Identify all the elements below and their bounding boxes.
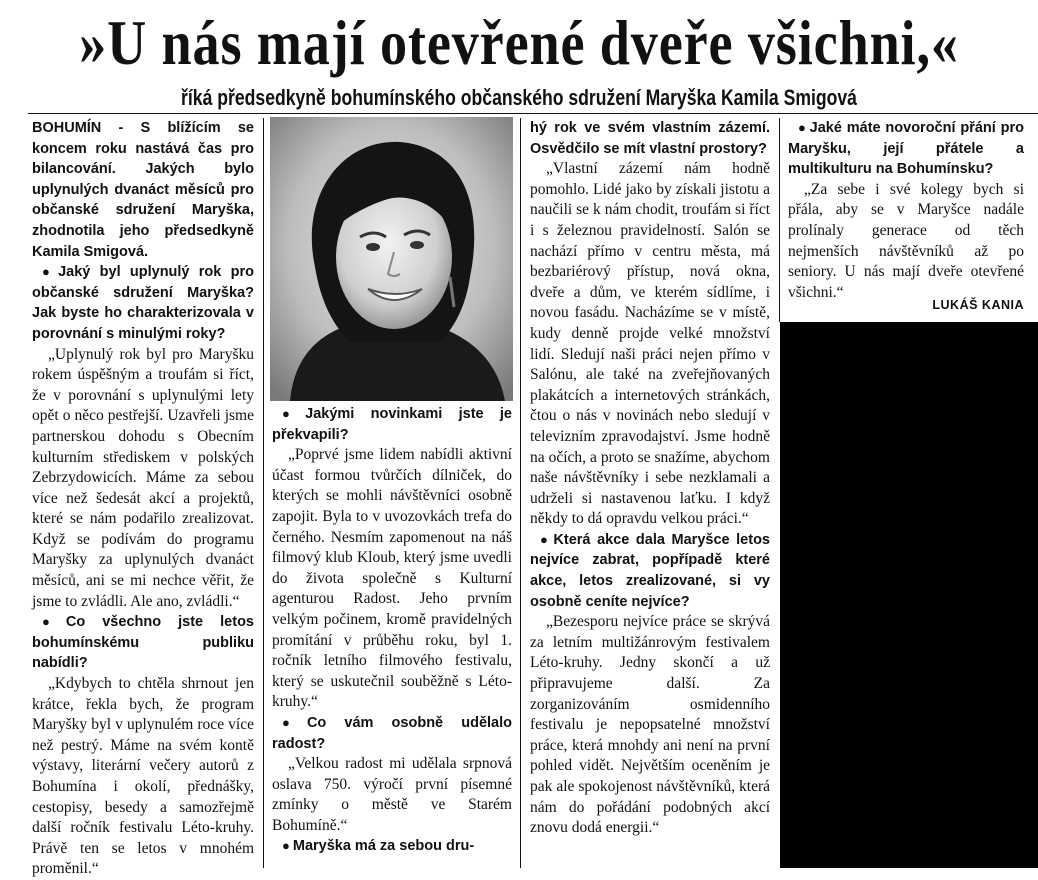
column-divider — [263, 118, 264, 868]
author-byline: LUKÁŠ KANIA — [932, 298, 1024, 312]
subheadline: říká předsedkyně bohumínského občanského sdružení Maryška Kamila Smigová — [181, 85, 857, 110]
interview-answer: „Velkou radost mi udělala srpnová oslava 750. výročí první písemné zmínky o městě ve Starém Bohumíně.“ — [272, 755, 512, 834]
bullet-icon: ● — [282, 406, 303, 421]
black-area — [780, 322, 1038, 868]
interview-question — [272, 404, 512, 445]
interview-answer: „Za sebe i své kolegy bych si přála, aby se v Maryšce nadále prolínaly generace od těch nejmenších návštěvníků až po seniory. U nás mají dveře otevřené všichni.“ — [788, 180, 1024, 301]
interview-answer: „Kdybych to chtěla shrnout jen krátce, řekla bych, že program Maryšky byl v uplynulém roce více než pestrý. Máme na svém kontě výstavy, literární večery autorů z Bohumína i okolí, přednášky, cestopisy, besedy a samozřejmě další ročník festivalu Léto-kruhy. Právě ten se letos v mnohém proměnil.“ — [32, 675, 254, 878]
article-column-3 — [530, 118, 770, 839]
interview-question — [32, 262, 254, 344]
question-text: Co všechno jste letos bohumínskému publiku nabídli? — [32, 614, 254, 672]
bullet-icon: ● — [798, 120, 807, 135]
question-text: Která akce dala Maryšce letos nejvíce zabrat, popřípadě které akce, letos zrealizované, si vy osobně ceníte nejvíce? — [530, 531, 771, 610]
bullet-icon: ● — [282, 838, 290, 854]
question-text: Jaký byl uplynulý rok pro občanské sdružení Maryška? Jak byste ho charakterizovala v porovnání s minulými roky? — [32, 264, 254, 342]
headline: »U nás mají otevřené dveře všichni,« — [79, 8, 959, 78]
bullet-icon: ● — [282, 714, 304, 730]
column-divider — [520, 118, 521, 868]
interview-question — [32, 612, 254, 674]
question-text: Co vám osobně udělalo radost? — [272, 714, 512, 752]
interview-answer: „Vlastní zázemí nám hodně pomohlo. Lidé jako by získali jistotu a naučili se k nám chodit, troufám si říct i s železnou pravidelností. Salón se nachází přímo v centru města, má bezbariérový přístup, nová okna, dveře a dům, ve kterém sídlíme, i novou fasádu. Nacházíme se v místě, kudy denně projde velké množství lidí. Sledují naši práci nejen přímo v Salónu, ale také na zveřejňovaných plakátcích a internetových stránkách, čtou o nás v novinách nebo sledují v televizním zpravodajství. Jsme hodně na očích, a proto se snažíme, abychom naše návštěvníky i sebe nezklamali a udrželi si nastavenou laťku. I když někdy to dá opravdu velkou práci.“ — [530, 160, 770, 528]
interview-question — [272, 713, 512, 754]
interview-question — [272, 836, 512, 857]
interview-question: hý rok ve svém vlastním zázemí. Osvědčilo se mít vlastní prostory? — [530, 120, 770, 157]
interview-question — [530, 530, 770, 612]
interview-question — [788, 118, 1024, 180]
bullet-icon: ● — [540, 531, 551, 547]
bullet-icon: ● — [42, 614, 63, 630]
interview-answer: „Uplynulý rok byl pro Maryšku rokem úspěšným a troufám si říct, že v porovnání s uplynulými lety opět o něco pestřejší. Uzavřeli jsme partnerskou dohodu s Obecním kulturním střediskem v polských Zebrzydowicích. Máme za sebou více než šedesát akcí a projektů, které se nám podařilo zrealizovat. Když se podívám do programu Maryšky za uplynulých dvanáct měsíců, ani se mi nechce věřit, že jsme to zvládli. Ale ano, zvládli.“ — [32, 345, 254, 610]
question-text: Jakými novinkami jste je překvapili? — [272, 406, 512, 443]
article-lead: BOHUMÍN - S blížícím se koncem roku nastává čas pro bilancování. Jakých bylo uplynulých dvanáct měsíců pro občanské sdružení Maryška, zhodnotila jeho předsedkyně Kamila Smigová. — [32, 120, 254, 260]
bullet-icon: ● — [42, 264, 56, 280]
article-column-2 — [272, 404, 512, 857]
question-text: Jaké máte novoroční přání pro Maryšku, její přátele a multikulturu na Bohumínsku? — [788, 120, 1024, 178]
interview-answer: „Bezesporu nejvíce práce se skrývá za letním multižánrovým festivalem Léto-kruhy. Jedny skončí a už připravujeme další. Za zorganizováním osmidenního festivalu je nepopsatelné množství práce, která mnohdy ani není na první pohled vidět. Největším oceněním je pak ale spokojenost návštěvníků, která nám do pořádání podobných akcí znovu dodá energii.“ — [530, 613, 770, 837]
question-text: Maryška má za sebou dru- — [292, 838, 475, 855]
column-divider — [779, 118, 780, 322]
interview-answer: „Poprvé jsme lidem nabídli aktivní účast formou tvůrčích dílniček, do kterých se mohli návštěvníci osobně zapojit. Byla to v uvozovkách trefa do černého. Nesmím zapomenout na náš filmový klub Kloub, který jsme uvedli do života společně s Kulturní agenturou Radost. Jeho prvním velkým počinem, kromě pravidelných promítání v průběhu roku, byl 1. ročník letního filmového festivalu, který se uskutečnil souběžně s Léto-kruhy.“ — [272, 446, 512, 711]
article-column-4 — [788, 118, 1024, 303]
divider-top — [28, 113, 1038, 114]
article-column-1 — [32, 118, 254, 880]
portrait-photo — [270, 117, 513, 401]
